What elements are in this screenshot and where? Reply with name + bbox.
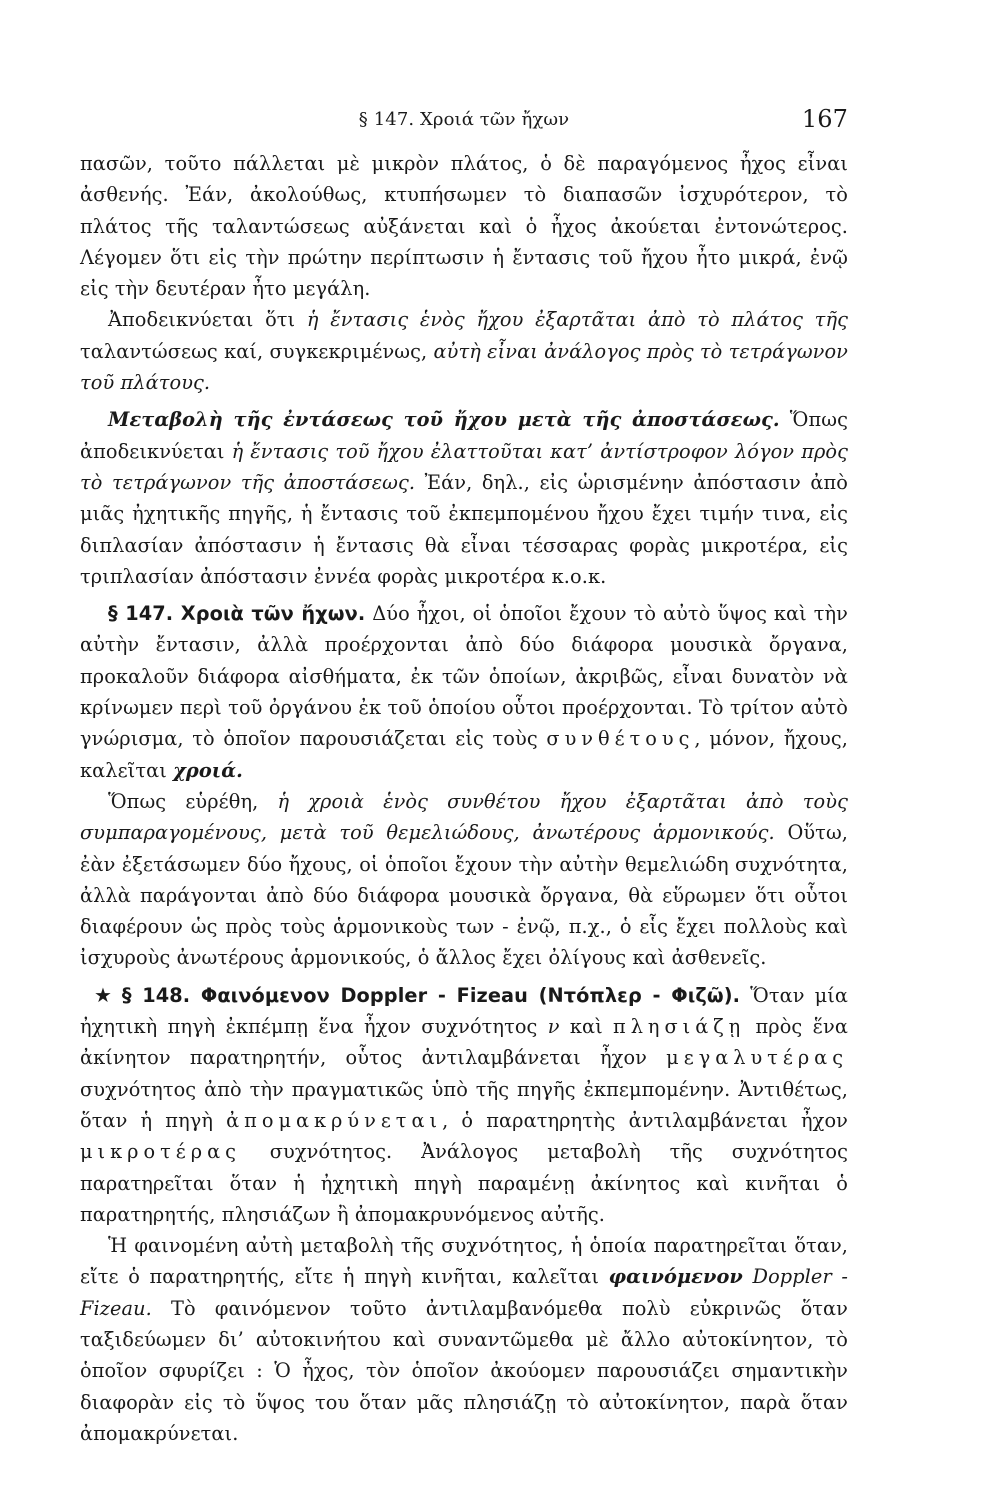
text-run: Ὅπως εὑρέθη, — [108, 789, 278, 813]
star-icon: ★ — [94, 982, 116, 1007]
italic-text: ἡ ἔντασις τοῦ ἤχου ἐλαττοῦται κατ’ ἀντίστροφον λόγον πρὸς τὸ τετράγωνον τῆς ἀποστάσεως. — [80, 439, 849, 494]
text-run: Οὕτω, ἐὰν ἐξετάσωμεν δύο ἤχους, οἱ ὁποῖοι ἔχουν τὴν αὐτὴν θεμελιώδη συχνότητα, ἀλλὰ παράγονται ἀπὸ δύο διάφορα μουσικὰ ὄργανα, θὰ εὕρωμεν ὅτι οὗτοι διαφέρουν ὡς πρὸς τοὺς ἁρμονικοὺς των - ἐνῷ, π.χ., ὁ εἷς ἔχει πολλοὺς καὶ ἰσχυροὺς ἀνωτέρους ἁρμονικούς, ὁ ἄλλος ἔχει ὀλίγους καὶ ἀσθενεῖς. — [80, 821, 848, 970]
text-run: ταλαντώσεως καί, συγκεκριμένως, — [80, 339, 434, 363]
text-run: , ὁ παρατηρητὴς ἀντιλαμβάνεται ἦχον — [442, 1108, 848, 1132]
spaced-text: μικροτέρας — [80, 1140, 241, 1164]
running-header — [80, 96, 848, 140]
italic-text: ἡ ἔντασις ἑνὸς ἤχου ἐξαρτᾶται ἀπὸ τὸ πλάτος τῆς — [306, 308, 848, 332]
text-run: Ἀποδεικνύεται ὅτι — [108, 308, 307, 332]
italic-text: ἡ χροιὰ ἑνὸς συνθέτου ἤχου ἐξαρτᾶται ἀπὸ τοὺς συμπαραγομένους, μετὰ τοῦ θεμελιώδους, ἀνωτέρους ἁρμονικούς. — [80, 789, 848, 845]
page-number: 167 — [801, 105, 848, 133]
text-run: Ἡ φαινομένη αὐτὴ μεταβολὴ τῆς συχνότητος, ἡ ὁποία παρατηρεῖται ὅταν, εἴτε ὁ παρατηρητής, εἴτε ἡ πηγὴ κινῆται, καλεῖται — [80, 1234, 848, 1289]
section-heading-148: § 148. Φαινόμενον Doppler - Fizeau (Ντόπλερ - Φιζῶ). — [121, 983, 741, 1007]
text-run: καὶ — [559, 1015, 614, 1039]
text-run: Δύο ἦχοι, οἱ ὁποῖοι ἔχουν τὸ αὐτὸ ὕψος καὶ τὴν αὐτὴν ἔντασιν, ἀλλὰ προέρχονται ἀπὸ δύο διάφορα μουσικὰ ὄργανα, προκαλοῦν διάφορα αἰσθήματα, ἐκ τῶν ὁποίων, ἀκριβῶς, εἶναι δυνατὸν νὰ κρίνωμεν περὶ τοῦ ὀργάνου ἐκ τοῦ ὁποίου οὗτοι προέρχονται. Τὸ τρίτον αὐτὸ γνώρισμα, τὸ ὁποῖον παρουσιάζεται εἰς τοὺς — [80, 602, 848, 751]
spaced-text: συνθέτους — [546, 727, 695, 751]
text-run: Ὅπως ἀποδεικνύεται — [80, 408, 848, 463]
spaced-text: μεγαλυτέρας — [666, 1046, 848, 1070]
section-148 — [80, 980, 848, 1230]
term-timbre: χροιά. — [173, 758, 243, 782]
section-heading-147: § 147. Χροιὰ τῶν ἤχων. — [108, 602, 366, 626]
italic-text: αὐτὴ εἶναι ἀνάλογος πρὸς τὸ τετράγωνον τοῦ πλάτους. — [80, 339, 848, 395]
text-run: συχνότητος. Ἀνάλογος μεταβολὴ τῆς συχνότητος παρατηρεῖται ὅταν ἡ ἠχητικὴ πηγὴ παραμένῃ ἀκίνητος καὶ κινῆται ὁ παρατηρητής, πλησιάζων ἢ ἀπομακρυνόμενος αὐτῆς. — [80, 1140, 848, 1226]
paragraph-intensity-intro: πασῶν, τοῦτο πάλλεται μὲ μικρὸν πλάτος, ὁ δὲ παραγόμενος ἦχος εἶναι ἀσθενής. Ἐάν, ἀκολούθως, κτυπήσωμεν τὸ διαπασῶν ἰσχυρότερον, τὸ πλάτος τῆς ταλαντώσεως αὐξάνεται καὶ ὁ ἦχος ἀκούεται ἐντονώτερος. Λέγομεν ὅτι εἰς τὴν πρώτην περίπτωσιν ἡ ἔντασις τοῦ ἤχου ἦτο μικρά, ἐνῷ εἰς τὴν δευτέραν ἦτο μεγάλη. — [80, 152, 848, 301]
symbol-nu: ν — [547, 1015, 560, 1039]
text-run: πρὸς ἕνα ἀκίνητον παρατηρητήν, οὗτος ἀντιλαμβάνεται ἦχον — [80, 1015, 848, 1070]
paragraph-distance — [80, 404, 848, 592]
text-run: Ἐάν, δηλ., εἰς ὡρισμένην ἀπόστασιν ἀπὸ μιᾶς ἠχητικῆς πηγῆς, ἡ ἔντασις τοῦ ἐκπεμπομένου ἤχου ἔχει τιμήν τινα, εἰς διπλασίαν ἀπόστασιν ἡ ἔντασις θὰ εἶναι τέσσαρας φορὰς μικροτέρα, εἰς τριπλασίαν ἀπόστασιν ἐννέα φορὰς μικροτέρα κ.ο.κ. — [80, 470, 848, 588]
term-doppler-fizeau: Doppler - Fizeau. — [80, 1265, 848, 1320]
paragraph-intensity-law — [80, 304, 848, 398]
subsection-heading: Μεταβολὴ τῆς ἐντάσεως τοῦ ἤχου μετὰ τῆς ἀποστάσεως. — [108, 408, 780, 432]
book-page — [80, 96, 848, 1449]
paragraph-timbre — [80, 786, 848, 974]
text-run: Ὅταν μία ἠχητικὴ πηγὴ ἐκπέμπῃ ἕνα ἦχον συχνότητος — [80, 983, 849, 1039]
text-run: , μόνον, ἤχους, καλεῖται — [80, 727, 849, 782]
section-147 — [80, 598, 848, 786]
paragraph-doppler — [80, 1230, 848, 1449]
term-phenomenon: φαινόμενον — [608, 1265, 743, 1289]
text-run: συχνότητος ἀπὸ τὴν πραγματικῶς ὑπὸ τῆς πηγῆς ἐκπεμπομένην. Ἀντιθέτως, ὅταν ἡ πηγὴ — [80, 1077, 848, 1132]
spaced-text: πλησιάζῃ — [613, 1015, 746, 1039]
spaced-text: ἀπομακρύνεται — [226, 1108, 443, 1132]
text-run: Τὸ φαινόμενον τοῦτο ἀντιλαμβανόμεθα πολὺ εὐκρινῶς ὅταν ταξιδεύωμεν δι’ αὐτοκινήτου καὶ συναντῶμεθα μὲ ἄλλο αὐτοκίνητον, τὸ ὁποῖον σφυρίζει : Ὁ ἦχος, τὸν ὁποῖον ἀκούομεν παρουσιάζει σημαντικὴν διαφορὰν εἰς τὸ ὕψος του ὅταν μᾶς πλησιάζῃ τὸ αὐτοκίνητον, παρὰ ὅταν ἀπομακρύνεται. — [80, 1296, 848, 1445]
running-title: § 147. Χροιά τῶν ἤχων — [358, 109, 570, 130]
